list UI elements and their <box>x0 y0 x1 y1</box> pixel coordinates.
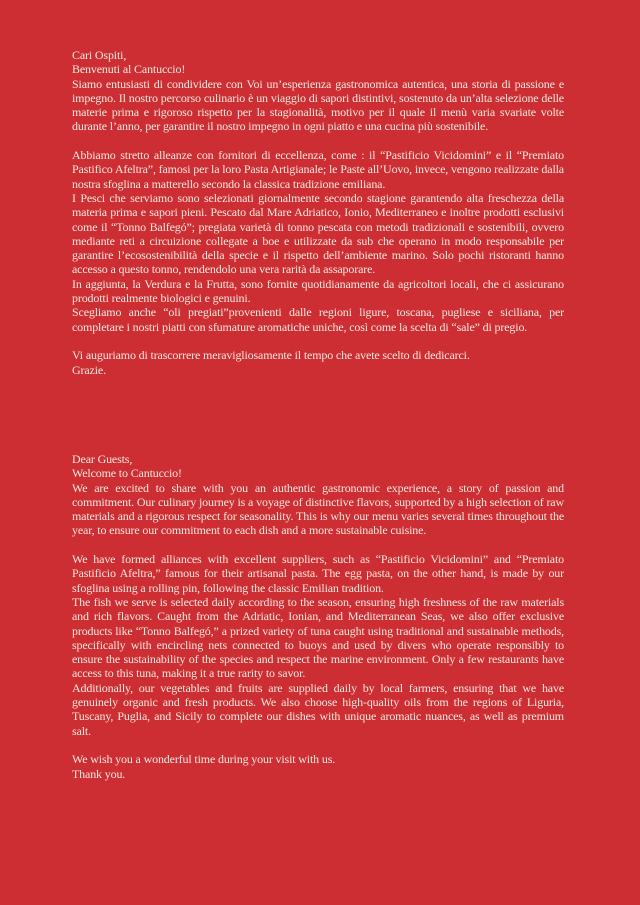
paragraph-block <box>72 48 564 134</box>
text-line: We have formed alliances with excellent suppliers, such as “Pastificio Vicidomini” and “Premiato Pastificio Afeltra,” famous for their artisanal pasta. The egg pasta, on the other hand, is made by our sfoglina using a rolling pin, following the classic Emilian tradition. <box>72 552 564 595</box>
paragraph-block <box>72 148 564 334</box>
text-line: Vi auguriamo di trascorrere meravigliosamente il tempo che avete scelto di dedicarci. <box>72 348 470 363</box>
text-line: I Pesci che serviamo sono selezionati giornalmente secondo stagione garantendo alta freschezza della materia prima e sapori pieni. Pescato dal Mare Adriatico, Ionio, Mediterraneo e inoltre prodotti esclusivi come il “Tonno Balfegó”; pregiata varietà di tonno pescata con metodi tradizionali e sostenibili, ovvero mediante reti a circuizione collegate a boe e utilizzate da sub che operano in modo responsabile per garantire l’ecosostenibilità della specie e il rispetto dell’ambiente marino. Solo pochi ristoranti hanno accesso a questo tonno, rendendolo una vera rarità da assaporare. <box>72 190 564 277</box>
text-line: Welcome to Cantuccio! <box>72 466 182 481</box>
text-line: In aggiunta, la Verdura e la Frutta, sono fornite quotidianamente da agricoltori locali, che ci assicurano prodotti realmente biologici e genuini. <box>72 276 564 306</box>
text-line: We wish you a wonderful time during your visit with us. <box>72 752 336 767</box>
text-line: Grazie. <box>72 362 106 377</box>
text-line: Additionally, our vegetables and fruits are supplied daily by local farmers, ensuring that we have genuinely organic and fresh products. We also choose high-quality oils from the regions of Liguria, Tuscany, Puglia, and Sicily to complete our dishes with unique aromatic nuances, as well as premium salt. <box>72 680 564 738</box>
italian-welcome-letter <box>72 48 564 377</box>
text-line: Dear Guests, <box>72 452 133 466</box>
text-line: Scegliamo anche “oli pregiati”provenienti dalle regioni ligure, toscana, pugliese e siciliana, per completare i nostri piatti con sfumature aromatiche uniche, così come la scelta di “sale” di pregio. <box>72 305 564 334</box>
paragraph-block <box>72 348 564 377</box>
text-line: Abbiamo stretto alleanze con fornitori di eccellenza, come : il “Pastificio Vicidomini” e il “Premiato Pastifico Afeltra”, famosi per la loro Pasta Artigianale; le Paste all’Uovo, invece, vengono realizzate dalla nostra sfoglina a matterello secondo la classica tradizione emiliana. <box>72 148 564 191</box>
english-welcome-letter <box>72 452 564 781</box>
paragraph-block <box>72 452 564 538</box>
text-line: We are excited to share with you an authentic gastronomic experience, a story of passion and commitment. Our culinary journey is a voyage of distinctive flavors, supported by a high selection of raw materials and a rigorous respect for seasonality. This is why our menu varies several times throughout the year, to ensure our commitment to each dish and a more sustainable cuisine. <box>72 480 564 538</box>
text-line: Siamo entusiasti di condividere con Voi un’esperienza gastronomica autentica, una storia di passione e impegno. Il nostro percorso culinario è un viaggio di sapori distintivi, sostenuto da un’alta selezione delle materie prima e rigoroso rispetto per la stagionalità, motivo per il quale il menù varia svariate volte durante l’anno, per garantire il nostro impegno in ogni piatto e una cucina più sostenibile. <box>72 76 564 134</box>
text-line: Thank you. <box>72 766 126 781</box>
paragraph-block <box>72 552 564 738</box>
paragraph-block <box>72 752 564 781</box>
text-line: Cari Ospiti, <box>72 48 127 62</box>
text-line: Benvenuti al Cantuccio! <box>72 62 186 77</box>
text-line: The fish we serve is selected daily according to the season, ensuring high freshness of the raw materials and rich flavors. Caught from the Adriatic, Ionian, and Mediterranean Seas, we also offer exclusive products like “Tonno Balfegó,” a prized variety of tuna caught using traditional and sustainable methods, specifically with encircling nets connected to buoys and used by divers who operate responsibly to ensure the sustainability of the species and respect the marine environment. Only a few restaurants have access to this tuna, making it a true rarity to savor. <box>72 594 564 681</box>
